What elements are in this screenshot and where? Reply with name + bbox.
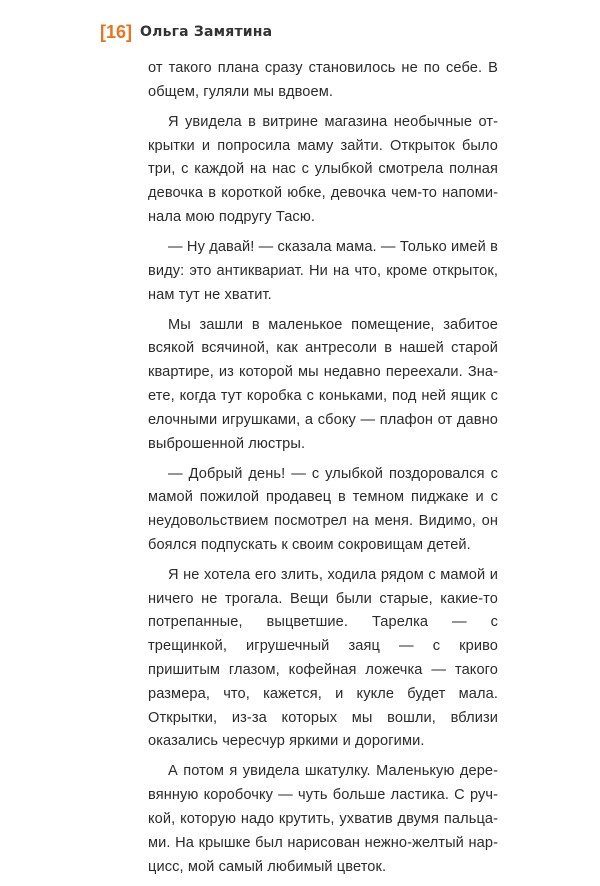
- page-number: [16]: [100, 21, 133, 42]
- paragraph-5: — Добрый день! — с улыбкой поздоровался с мамой пожилой продавец в темном пиджаке и с неудовольствием посмотрел на меня. Видимо, он боялся подпускать к своим сокровищам детей.: [148, 465, 498, 553]
- author-name: Ольга Замятина: [140, 24, 273, 40]
- paragraph-2: Я увидела в витрине магазина необычные открытки и попросила маму зайти. Открыток было три, с каждой на нас с улыбкой смотрела полная девочка в короткой юбке, девочка чем-то напоминала мою подругу Тасю.: [148, 113, 498, 225]
- running-header: [100, 20, 272, 44]
- paragraph-3: — Ну давай! — сказала мама. — Только имей в виду: это антиквариат. Ни на что, кроме открыток, нам тут не хватит.: [148, 238, 498, 303]
- paragraph-1: от такого плана сразу становилось не по себе. В общем, гуляли мы вдвоем.: [148, 60, 498, 100]
- main-text: [148, 57, 498, 886]
- paragraph-7: А потом я увидела шкатулку. Маленькую деревянную коробочку — чуть больше ластика. С ручкой, которую надо крутить, ухватив двумя пальцами. На крышке был нарисован нежно-желтый нарцисс, мой самый любимый цветок.: [148, 763, 498, 875]
- paragraph-6: Я не хотела его злить, ходила рядом с мамой и ничего не трогала. Вещи были старые, какие-то потрепанные, выцветшие. Тарелка — с трещинкой, игрушечный заяц — с криво пришитым глазом, кофейная ложечка — такого размера, что, кажется, и кукле будет мала. Открытки, из-за которых мы вошли, вблизи оказались чересчур яркими и дорогими.: [148, 566, 498, 750]
- paragraph-4: Мы зашли в маленькое помещение, забитое всякой всячиной, как антресоли в нашей старой квартире, из которой мы недавно переехали. Знаете, когда тут коробка с коньками, под ней ящик с елочными игрушками, а сбоку — плафон от давно выброшенной люстры.: [148, 316, 498, 452]
